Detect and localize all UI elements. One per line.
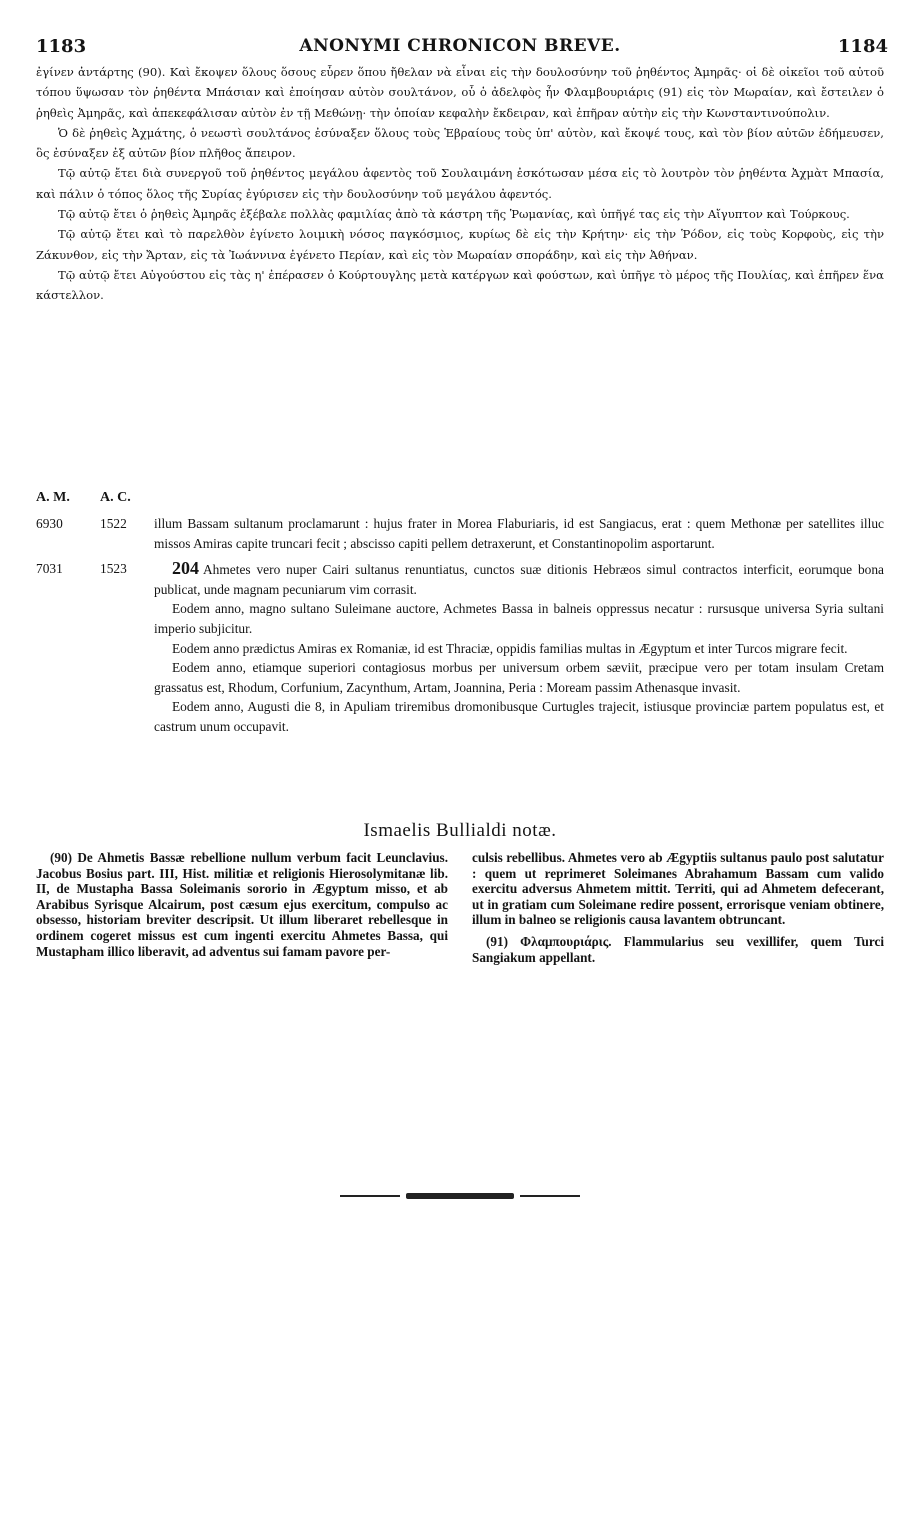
- greek-paragraph: Τῷ αὐτῷ ἔτει καὶ τὸ παρελθὸν ἐγίνετο λοιμικὴ νόσος παγκόσμιος, κυρίως δὲ εἰς τὴν Κρήτην· εἰς τὴν Ῥόδον, εἰς τοὺς Κορφοὺς, εἰς τὴν Ζάκυνθον, εἰς τὴν Ἄρταν, εἰς τὰ Ἰωάννινα ἐγένετο Περίαν, καὶ εἰς τὸν Μωραίαν σποράδην, καὶ εἰς τὴν Ἀθήναν.: [36, 227, 884, 262]
- decorative-rule: [340, 1192, 580, 1200]
- annal-paragraph: Eodem anno, magno sultano Suleimane auctore, Achmetes Bassa in balneis oppressus necatur : rursusque universa Syria sultani imperio subjicitur.: [154, 601, 884, 636]
- note-paragraph: (91) Φλαμπουριάρις. Flammularius seu vexillifer, quem Turci Sangiakum appellant.: [472, 933, 884, 965]
- greek-paragraph: Τῷ αὐτῷ ἔτει ὁ ῥηθεὶς Ἀμηρᾶς ἐξέβαλε πολλὰς φαμιλίας ἀπὸ τὰ κάστρη τῆς Ῥωμανίας, καὶ ὑπῆγέ τας εἰς τὴν Αἴγυπτον καὶ Τούρκους.: [58, 207, 850, 222]
- column-number: 204: [172, 558, 199, 579]
- page-header: [32, 36, 888, 60]
- annal-paragraph: illum Bassam sultanum proclamarunt : hujus frater in Morea Flaburiaris, id est Sangiacus, erat : quem Methonæ per satellites illuc missos Amiras capite truncari fecit ; abscisso capiti pellem detraxerunt, et Constantinopolim asportarunt.: [154, 516, 884, 551]
- note-continuation: culsis rebellibus. Ahmetes vero ab Ægyptiis sultanus paulo post salutatur : quem ut reprimeret Soleimanes Abrahamum Bassam cum valido exercitu adversus Ahmetem mittit. Territi, qui ad Ahmetem defecerant, ut in gratiam cum Soleimane redire possent, errorisque veniam obtinere, illum in balneo se religionis causa lavantem obtruncant.: [472, 850, 884, 928]
- year-ac-heading: A. C.: [100, 490, 131, 505]
- greek-paragraph: Ὁ δὲ ῥηθεὶς Ἀχμάτης, ὁ νεωστὶ σουλτάνος ἐσύναξεν ὅλους τοὺς Ἑβραίους τοὺς ὑπ' αὐτὸν, καὶ ἔκοψέ τους, καὶ τὸν βίον αὐτῶν ἐδήμευσεν, ὃς ἐσύναξεν ἐξ αὐτῶν βίον πλῆθος ἄπειρον.: [36, 125, 884, 161]
- annal-entry: [36, 514, 884, 553]
- notes-heading: Ismaelis Bullialdi notæ.: [363, 820, 557, 841]
- year-ac: 1523: [100, 561, 127, 577]
- rule-segment: [340, 1195, 400, 1197]
- annal-paragraph: Eodem anno prædictus Amiras ex Romaniæ, id est Thraciæ, oppidis familias multas in Ægyptum et inter Turcos migrare fecit.: [172, 640, 848, 656]
- year-am: 7031: [36, 561, 63, 577]
- notes-column-left: [36, 850, 448, 959]
- annal-entry: [36, 559, 884, 736]
- annal-paragraph: Eodem anno, etiamque superiori contagiosus morbus per universum orbem sæviit, præcipue vero per totam insulam Cretam grassatus est, Rhodum, Corfunium, Zacynthum, Artam, Joannina, Peria : Moream passim Athenasque invasit.: [154, 660, 884, 695]
- greek-paragraph: Τῷ αὐτῷ ἔτει διὰ συνεργοῦ τοῦ ῥηθέντος μεγάλου ἀφεντὸς τοῦ Σουλαιμάνη ἐσκότωσαν μέσα εἰς τὸ λουτρὸν τὸν ῥηθέντα Ἀχμὰτ Μπασία, καὶ πάλιν ὁ τόπος ὅλος τῆς Συρίας ἐγύρισεν εἰς τὴν δουλοσύνην τοῦ μεγάλου ἀφεντός.: [36, 166, 884, 201]
- greek-text-block: [36, 62, 884, 306]
- year-ac: 1522: [100, 516, 127, 531]
- annal-paragraph: [154, 559, 884, 599]
- annal-paragraph-text: Ahmetes vero nuper Cairi sultanus renuntiatus, cunctos suæ ditionis Hebræos simul contractos interficit, eorumque bona publicat, unde magnam pecuniarum vim corrasit.: [154, 562, 884, 597]
- annal-paragraph: Eodem anno, Augusti die 8, in Apuliam triremibus dromonibusque Curtugles trajecit, istiusque provinciæ partem populatus est, et castrum unum occupavit.: [154, 699, 884, 734]
- greek-paragraph: ἐγίνεν ἀντάρτης (90). Καὶ ἔκοψεν ὅλους ὅσους εὗρεν ὅπου ἤθελαν νὰ εἶναι εἰς τὴν δουλοσύνην τοῦ ῥηθέντος Ἀμηρᾶς· οἱ δὲ οἰκεῖοι τοῦ αὐτοῦ τόπου ὕψωσαν τὸν ῥηθέντα Μπάσιαν καὶ ἐποίησαν αὐτὸν σουλτάνον, οὗ ὁ ἀδελφὸς ἦν Φλαμβουριάρις (91) εἰς τὸν Μωραίαν, καὶ ἔστειλεν ὁ ῥηθεὶς Ἀμηρᾶς, καὶ ἀπεκεφάλισαν αὐτὸν ἐν τῇ Μεθώνῃ· τὴν ὁποίαν κεφαλὴν ἔκδειραν, καὶ ἐπῆραν αὐτὴν εἰς τὴν Κωνσταντινούπολιν.: [36, 65, 884, 120]
- year-am-heading: A. M.: [36, 490, 70, 505]
- notes-column-right: [472, 850, 884, 965]
- note-paragraph: (90) De Ahmetis Bassæ rebellione nullum verbum facit Leunclavius. Jacobus Bosius part. III, Hist. militiæ et religionis Hierosolymitanæ lib. II, de Mustapha Bassa Soleimanis sororio in Ægyptum misso, et ab Arabibus Syrisque Alcairum, post cæsum ejus exercitum, compulso ac obsesso, historiam breviter descripsit. Ut illum liberaret rebellesque in ordinem cogeret missus est cum ingenti exercitu Ahmetes Bassa, qui Mustapham illico liberavit, ad adventus sui famam pavore per-: [36, 850, 448, 959]
- rule-segment: [406, 1193, 514, 1199]
- latin-annals: [36, 488, 884, 737]
- page-number-right: 1184: [837, 36, 888, 57]
- running-title: ANONYMI CHRONICON BREVE.: [299, 36, 621, 56]
- year-am: 6930: [36, 516, 63, 531]
- page-number-left: 1183: [36, 36, 87, 57]
- annals-column-headings: [36, 488, 884, 512]
- greek-paragraph: Τῷ αὐτῷ ἔτει Αὐγούστου εἰς τὰς η' ἐπέρασεν ὁ Κούρτουγλης μετὰ κατέργων καὶ φούστων, καὶ ὑπῆγε τὸ μέρος τῆς Πουλίας, καὶ ἐπῆρεν ἕνα κάστελλον.: [36, 267, 884, 303]
- rule-segment: [520, 1195, 580, 1197]
